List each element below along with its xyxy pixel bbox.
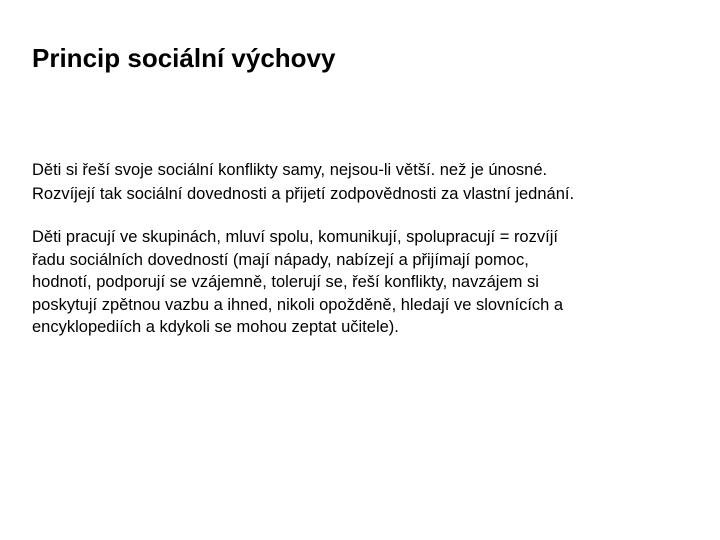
slide-body (32, 158, 672, 339)
text-line: encyklopediích a kdykoli se mohou zeptat učitele). (32, 318, 399, 336)
text-line: Děti pracují ve skupinách, mluví spolu, komunikují, spolupracují = rozvíjí (32, 228, 558, 246)
slide-title: Princip sociální výchovy (32, 43, 336, 73)
text-line: hodnotí, podporují se vzájemně, tolerují se, řeší konflikty, navzájem si (32, 273, 539, 291)
text-line: Rozvíjejí tak sociální dovednosti a přijetí zodpovědnosti za vlastní jednání. (32, 185, 575, 203)
paragraph-self-resolution (32, 158, 672, 206)
text-line: Děti si řeší svoje sociální konflikty samy, nejsou-li větší. než je únosné. (32, 161, 548, 179)
paragraph-group-work (32, 226, 672, 339)
text-line: řadu sociálních dovedností (mají nápady, nabízejí a přijímají pomoc, (32, 250, 529, 269)
text-line: poskytují zpětnou vazbu a ihned, nikoli opožděně, hledají ve slovnících a (32, 295, 564, 314)
